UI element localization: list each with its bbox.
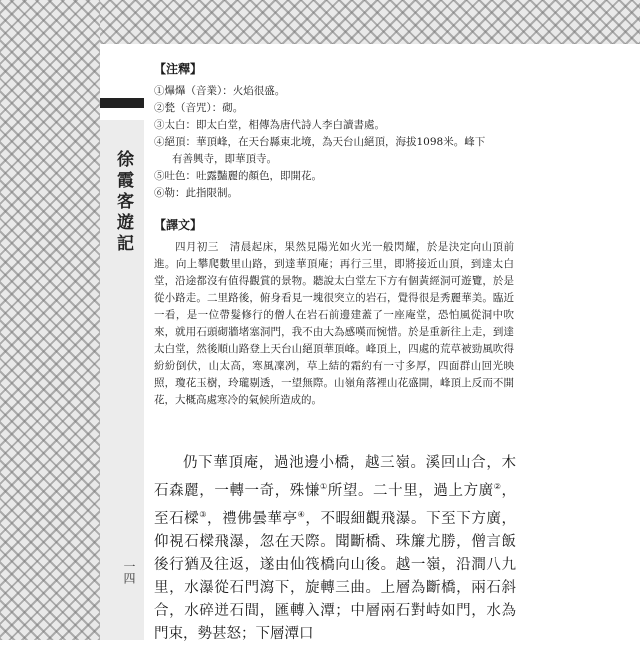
header-bar bbox=[100, 98, 144, 108]
note-item-line: ④絕頂：華頂峰，在天台縣東北境，為天台山絕頂，海拔1098米。峰下 bbox=[154, 136, 486, 148]
original-text-part: ，禮佛曇華亭 bbox=[207, 510, 298, 527]
footnote-marker: ③ bbox=[199, 509, 208, 519]
notes-section bbox=[154, 60, 514, 202]
note-item: ②甃（音咒）：砌。 bbox=[154, 102, 244, 114]
original-text bbox=[154, 452, 516, 646]
original-text-part: 所望。二十里，過上方廣 bbox=[327, 482, 494, 499]
footnote-marker: ② bbox=[493, 482, 502, 491]
footnote-marker: ① bbox=[320, 482, 328, 491]
book-title: 徐霞客遊記 bbox=[113, 150, 133, 255]
original-text-part: 仍下華頂庵，過池邊小橋，越三嶺。溪回山合，木石森麗，一轉一奇，殊慊 bbox=[154, 455, 516, 499]
decorative-border-left bbox=[0, 0, 100, 640]
translation-heading: 【譯文】 bbox=[154, 218, 203, 232]
original-text-part: ，不暇細觀飛瀑。下至下方廣，仰視石樑飛瀑，忽在天際。聞斷橋、珠簾尤勝，僧言飯後行猶及往返，遂由仙筏橋向山後。越一嶺，沿澗八九里，水瀑從石門瀉下，旋轉三曲。上層為斷橋，兩石斜合，水碎迸石間，匯轉入潭；中層兩石對峙如門，水為門束，勢甚怒；下層潭口 bbox=[154, 510, 517, 642]
note-item bbox=[154, 134, 514, 168]
note-item: ③太白：即太白堂，相傳為唐代詩人李白讀書處。 bbox=[154, 119, 385, 131]
note-item: ①爗爗（音業）：火焰很盛。 bbox=[154, 85, 286, 97]
note-item-continuation: 有善興寺，即華頂寺。 bbox=[172, 153, 277, 165]
footnote-marker: ④ bbox=[297, 509, 306, 519]
note-item: ⑥勒：此指限制。 bbox=[154, 187, 238, 199]
page-number: 一四 bbox=[122, 560, 136, 584]
notes-heading: 【注釋】 bbox=[154, 62, 203, 76]
original-text-part: ，至石樑 bbox=[154, 482, 517, 527]
note-item: ⑤吐色：吐露豔麗的顏色，即開花。 bbox=[154, 170, 322, 182]
translation-text: 四月初三 清晨起床，果然見陽光如火光一般閃耀，於是決定向山頂前進。向上攀爬數里山路，到達華頂庵；再行三里，即將接近山頂，到達太白堂，沿途都沒有值得觀賞的景物。聽說太白堂左下方有個黃經洞可遊覽，於是從小路走。二里路後，俯身看見一塊很突立的岩石，覺得很是秀麗華美。臨近一看，是一位帶髮修行的僧人在岩石前邊建蓋了一座庵堂，恐怕風從洞中吹來，就用石頭砌牆堵塞洞門，我不由大為感嘆而惋惜。於是重新往上走，到達太白堂，然後順山路登上天台山絕頂華頂峰。峰頂上，四處的荒草被勁風吹得紛紛倒伏，山太高，寒風凜冽，草上結的霜約有一寸多厚，四面群山回光映照，瓊花玉樹，玲瓏剔透，一望無際。山嶺角落裡山花盛開，峰頂上反而不開花，大概高處寒冷的氣候所造成的。 bbox=[154, 241, 514, 406]
main-content bbox=[154, 60, 514, 409]
